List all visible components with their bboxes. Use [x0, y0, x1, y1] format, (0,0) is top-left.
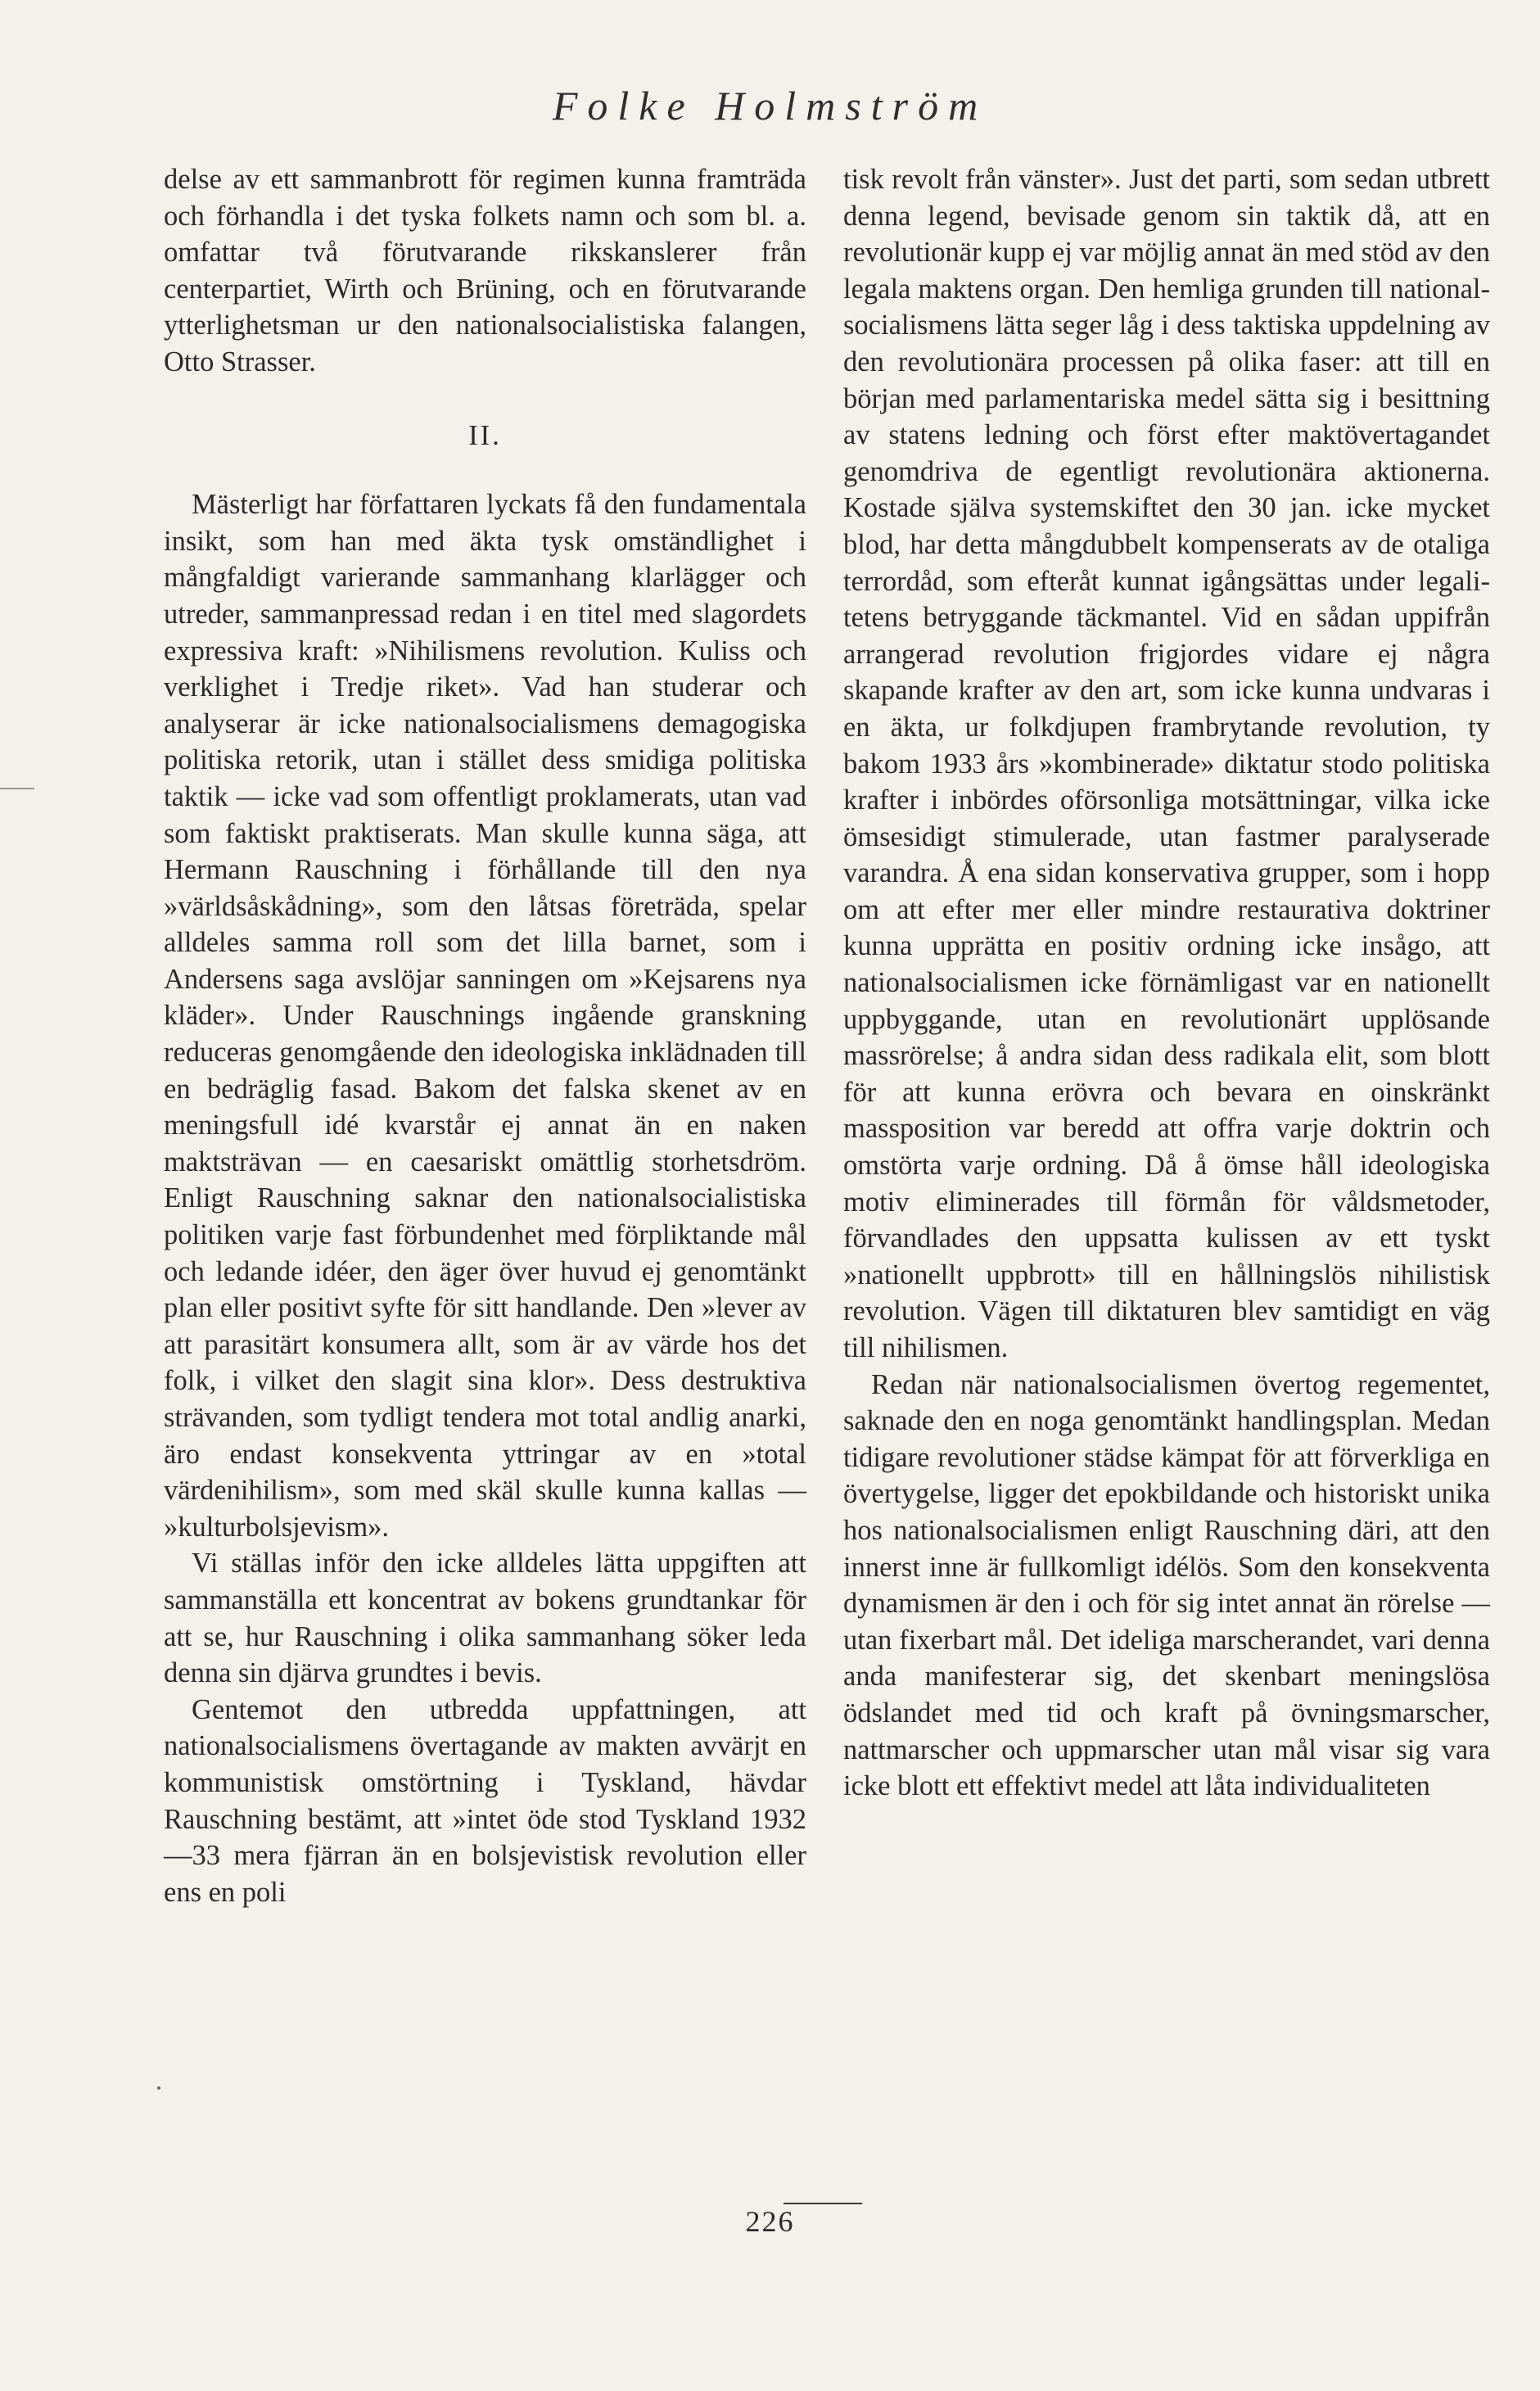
right-column: [843, 161, 1490, 1805]
running-header-author: Folke Holmström: [552, 83, 988, 129]
left-paragraph-4: Gentemot den utbredda uppfattningen, att nationalsocialismens övertagande av makten avvärjt en kommunistisk omstörtning i Tyskland, hävdar Rauschning bestämt, att »intet öde stod Tyskland 1932—33 mera fjärran än en bolsjevistisk revolution eller ens en poli: [164, 1693, 806, 1908]
margin-dot: [157, 2086, 160, 2090]
left-paragraph-2: Mästerligt har författaren lyckats få den fundamentala insikt, som han med äkta tysk omständlighet i mångfaldigt varierande sammanhang klarlägger och utreder, sammanpressad redan i en titel med slagordets expressiva kraft: »Nihilismens revolution. Kuliss och verklighet i Tredje riket». Vad han studerar och analyserar är icke nationalsocialismens demagogiska politiska retorik, utan i stället dess smidiga politiska taktik — icke vad som offentligt proklamerats, utan vad som faktiskt praktiserats. Man skulle kunna säga, att Hermann Rauschning i förhållande till den nya »världsåskådning», som den låtsas företräda, spelar alldeles samma roll som det lilla barnet, som i Andersens saga avslöjar sanningen om »Kejsarens nya kläder». Under Rauschnings ingående granskning reduceras genomgående den ideologiska inklädnaden till en bedräglig fasad. Bakom det falska skenet av en meningsfull idé kvarstår ej annat än en naken maktsträvan — en caesariskt omättlig storhetsdröm. Enligt Rauschning saknar den nationalsocialistiska politiken varje fast förbundenhet med förpliktande mål och ledande idéer, den äger över huvud ej genomtänkt plan eller positivt syfte för sitt handlande. Den »lever av att parasitärt konsumera allt, som är av värde hos det folk, i vilket den slagit sina klor». Dess destruktiva strävanden, som tydligt tendera mot total andlig anarki, äro endast konsekventa yttringar av en »total värdenihilism», som med skäl skulle kunna kallas — »kulturbolsjevism».: [164, 489, 806, 1543]
right-paragraph-2: Redan när nationalsocialismen övertog regementet, saknade den en noga genomtänkt handlingsplan. Medan tidigare revolutioner städse kämpat för att förverkliga en övertygelse, ligger det epokbildande och historiskt unika hos nationalsocialismen enligt Rauschning däri, att den innerst inne är fullkomligt idélös. Som den konsekventa dynamismen är den i och för sig intet annat än rörelse — utan fixerbart mål. Det ideliga marscherandet, vari denna anda manifesterar sig, det skenbart meningslösa ödslandet med tid och kraft på övningsmarscher, nattmarscher och uppmarscher utan mål visar sig vara icke blott ett effektivt medel att låta individualiteten: [843, 1368, 1490, 1802]
left-column: [164, 161, 806, 1910]
right-paragraph-1: tisk revolt från vänster». Just det parti, som sedan utbrett denna legend, bevisade genom sin taktik då, att en revolutionär kupp ej var möjlig annat än med stöd av den legala maktens organ. Den hemliga grunden till nationalsocialismens lätta seger låg i dess taktiska uppdelning av den revolutionära processen på olika faser: att till en början med parlamentariska medel sätta sig i besittning av statens ledning och först efter maktövertagandet genomdriva de egentligt revolutionära aktionerna. Kostade själva systemskiftet den 30 jan. icke mycket blod, har detta mångdubbelt kompenserats av de otaliga terrordåd, som efteråt kunnat igångsättas under legalitetens betryggande täckmantel. Vid en sådan uppifrån arrangerad revolution frigjordes vidare ej några skapande krafter av den art, som icke kunna undvaras i en äkta, ur folkdjupen frambrytande revolution, ty bakom 1933 års »kombinerade» diktatur stodo politiska krafter i inbördes oförsonliga motsättningar, vilka icke ömsesidigt stimulerade, utan fastmer paralyserade varandra. Å ena sidan konservativa grupper, som i hopp om att efter mer eller mindre restaurativa doktriner kunna upprätta en positiv ordning icke insågo, att nationalsocialismen icke förnämligast var en nationellt uppbyggande, utan en revolutionärt upplösande massrörelse; å andra sidan dess radikala elit, som blott för att kunna erövra och bevara en oinskränkt massposition var beredd att offra varje doktrin och omstörta varje ordning. Då å ömse håll ideologiska motiv eliminerades till förmån för våldsmetoder, förvandlades den uppsatta kulissen av ett tyskt »nationellt uppbrott» till en hållningslös nihilistisk revolution. Vägen till diktaturen blev samtidigt en väg till nihilismen.: [843, 164, 1490, 1363]
section-heading: II.: [468, 419, 502, 451]
page-number: 226: [745, 2205, 795, 2238]
left-paragraph-3: Vi ställas inför den icke alldeles lätta uppgiften att sammanställa ett koncentrat av bokens grundtankar för att se, hur Rauschning i olika sammanhang söker leda denna sin djärva grundtes i bevis.: [164, 1548, 806, 1689]
left-paragraph-1: delse av ett sammanbrott för regimen kunna framträda och förhandla i det tyska folkets namn och som bl. a. omfattar två förutvarande rikskanslerer från centerpartiet, Wirth och Brüning, och en förutvarande ytterlighetsman ur den nationalsocialistiska falangen, Otto Strasser.: [164, 164, 806, 377]
margin-mark: [0, 788, 34, 789]
